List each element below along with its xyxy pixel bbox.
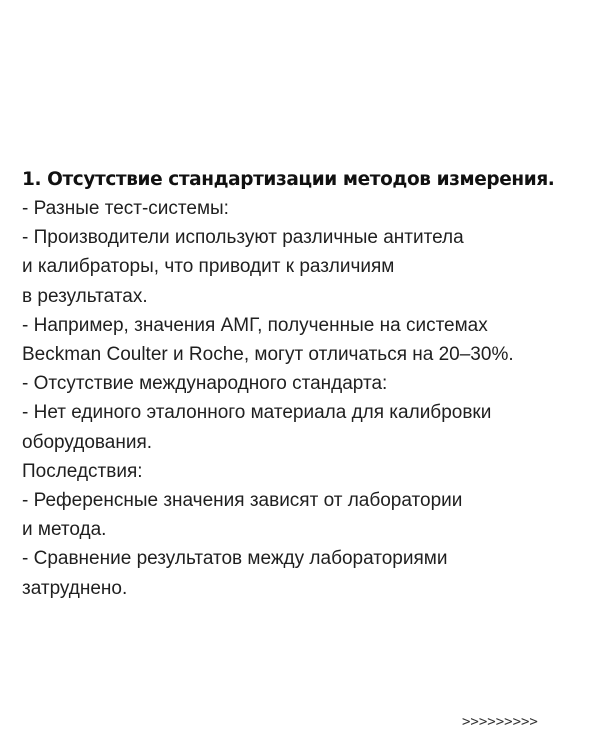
text-line: Последствия: (22, 460, 143, 482)
text-line: и калибраторы, что приводит к различиям (22, 256, 395, 278)
text-line: - Разные тест-системы: (22, 198, 229, 219)
next-page-arrows: >>>>>>>>> (462, 714, 538, 730)
text-line: - Отсутствие международного стандарта: (22, 373, 388, 395)
text-line: - Сравнение результатов между лабораториями (22, 548, 448, 570)
section-heading: 1. Отсутствие стандартизации методов измерения. (22, 169, 555, 190)
text-line: - Например, значения АМГ, полученные на системах (22, 314, 488, 336)
article-body (22, 165, 592, 603)
text-line: - Производители используют различные антитела (22, 227, 464, 249)
text-line: - Нет единого эталонного материала для калибровки (22, 402, 492, 424)
text-line: затруднено. (22, 577, 128, 599)
text-line: оборудования. (22, 431, 153, 453)
text-line: и метода. (22, 519, 107, 541)
text-line: Beckman Coulter и Roche, могут отличаться на 20–30%. (22, 344, 514, 366)
text-line: в результатах. (22, 285, 148, 307)
text-line: - Референсные значения зависят от лаборатории (22, 490, 463, 512)
